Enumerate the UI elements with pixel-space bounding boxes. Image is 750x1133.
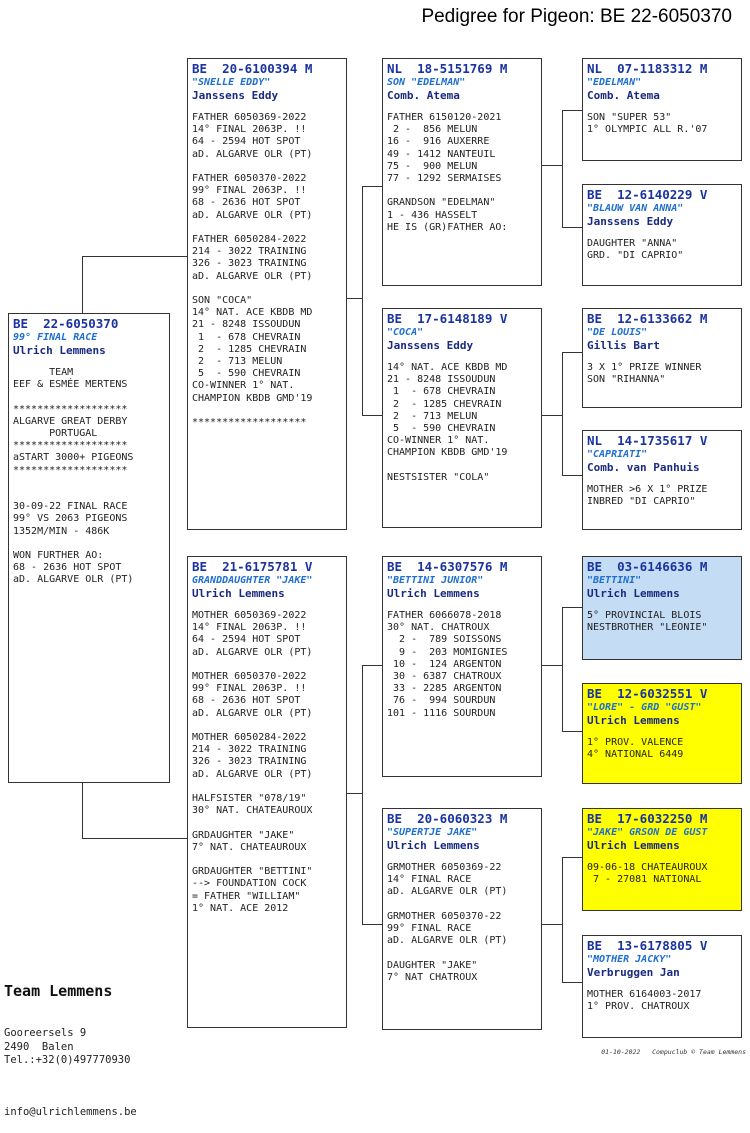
pigeon-notes: 1° PROV. VALENCE 4° NATIONAL 6449	[587, 737, 684, 761]
ring-number: BE 17-6032250 M	[587, 811, 708, 826]
pigeon-name: SON "EDELMAN"	[387, 77, 466, 88]
pigeon-notes: FATHER 6066078-2018 30° NAT. CHATROUX 2 - 789 SOISSONS 9 - 203 MOMIGNIES 10 - 124 ARGENTON 30 - 6387 CHATROUX 33 - 2285 ARGENTON 76 - 994 SOURDUN 101 - 1116 SOURDUN	[387, 610, 508, 719]
pigeon-card-ffm[interactable]	[582, 184, 742, 286]
ring-number: BE 14-6307576 M	[387, 559, 508, 574]
pigeon-notes: FATHER 6150120-2021 2 - 856 MELUN 16 - 916 AUXERRE 49 - 1412 NANTEUIL 75 - 900 MELUN 77 - 1292 SERMAISES GRANDSON "EDELMAN" 1 - 436 HASSELT HE IS (GR)FATHER AO:	[387, 112, 508, 233]
breeder-name: Janssens Eddy	[387, 339, 474, 352]
connector-line	[562, 110, 563, 228]
connector-line	[362, 415, 382, 416]
pigeon-card-subject[interactable]	[8, 313, 170, 783]
ring-number: BE 20-6060323 M	[387, 811, 508, 826]
breeder-name: Ulrich Lemmens	[587, 839, 680, 852]
ring-number: BE 20-6100394 M	[192, 61, 313, 76]
connector-line	[362, 186, 382, 187]
pigeon-name: "LORE" - GRD "GUST"	[587, 702, 702, 713]
connector-line	[562, 475, 582, 476]
connector-line	[562, 607, 582, 608]
pigeon-notes: MOTHER 6050369-2022 14° FINAL 2063P. !! 64 - 2594 HOT SPOT aD. ALGARVE OLR (PT) MOTHER 6050370-2022 99° FINAL 2063P. !! 68 - 2636 HOT SPOT aD. ALGARVE OLR (PT) MOTHER 6050284-2022 214 - 3022 TRAINING 326 - 3023 TRAINING aD. ALGARVE OLR (PT) HALFSISTER "078/19" 30° NAT. CHATEAUROUX GRDAUGHTER "JAKE" 7° NAT. CHATEAUROUX GRDAUGHTER "BETTINI" --> FOUNDATION COCK = FATHER "WILLIAM" 1° NAT. ACE 2012	[192, 610, 313, 914]
ring-number: BE 12-6032551 V	[587, 686, 708, 701]
pigeon-name: "SNELLE EDDY"	[192, 77, 271, 88]
pigeon-notes: 5° PROVINCIAL BLOIS NESTBROTHER "LEONIE"	[587, 610, 708, 634]
pigeon-card-mother[interactable]	[187, 556, 347, 1028]
connector-line	[562, 857, 582, 858]
breeder-name: Ulrich Lemmens	[587, 587, 680, 600]
connector-line	[562, 982, 582, 983]
pigeon-name: "CAPRIATI"	[587, 449, 648, 460]
pigeon-notes: TEAM EEF & ESMÉE MERTENS ******************* ALGARVE GREAT DERBY PORTUGAL ******************* aSTART 3000+ PIGEONS ******************* 30-09-22 FINAL RACE 99° VS 2063 PIGEONS 1352M/MIN - 486K WON FURTHER AO: 68 - 2636 HOT SPOT aD. ALGARVE OLR (PT)	[13, 367, 134, 586]
pigeon-card-mf[interactable]	[382, 556, 542, 777]
pigeon-card-fff[interactable]	[582, 58, 742, 161]
ring-number: NL 18-5151769 M	[387, 61, 508, 76]
pigeon-card-fmm[interactable]	[582, 430, 742, 530]
ring-number: BE 17-6148189 V	[387, 311, 508, 326]
breeder-name: Janssens Eddy	[192, 89, 279, 102]
connector-line	[346, 298, 362, 299]
email-link[interactable]: info@ulrichlemmens.be	[4, 1105, 137, 1118]
connector-line	[562, 731, 582, 732]
address: Gooreersels 9 2490 Balen Tel.:+32(0)497770930	[4, 1027, 131, 1066]
pigeon-notes: GRMOTHER 6050369-22 14° FINAL RACE aD. ALGARVE OLR (PT) GRMOTHER 6050370-22 99° FINAL RACE aD. ALGARVE OLR (PT) DAUGHTER "JAKE" 7° NAT CHATROUX	[387, 862, 508, 983]
breeder-name: Comb. van Panhuis	[587, 461, 700, 474]
connector-line	[562, 607, 563, 732]
pigeon-notes: FATHER 6050369-2022 14° FINAL 2063P. !! 64 - 2594 HOT SPOT aD. ALGARVE OLR (PT) FATHER 6050370-2022 99° FINAL 2063P. !! 68 - 2636 HOT SPOT aD. ALGARVE OLR (PT) FATHER 6050284-2022 214 - 3022 TRAINING 326 - 3023 TRAINING aD. ALGARVE OLR (PT) SON "COCA" 14° NAT. ACE KBDB MD 21 - 8248 ISSOUDUN 1 - 678 CHEVRAIN 2 - 1285 CHEVRAIN 2 - 713 MELUN 5 - 590 CHEVRAIN CO-WINNER 1° NAT. CHAMPION KBDB GMD'19 *******************	[192, 112, 313, 429]
pigeon-notes: 14° NAT. ACE KBDB MD 21 - 8248 ISSOUDUN 1 - 678 CHEVRAIN 2 - 1285 CHEVRAIN 2 - 713 MELUN 5 - 590 CHEVRAIN CO-WINNER 1° NAT. CHAMPION KBDB GMD'19 NESTSISTER "COLA"	[387, 362, 508, 483]
pigeon-name: "JAKE" GRSON DE GUST	[587, 827, 708, 838]
pigeon-name: 99° FINAL RACE	[13, 332, 98, 343]
pigeon-name: "EDELMAN"	[587, 77, 642, 88]
connector-line	[542, 665, 562, 666]
pigeon-notes: MOTHER 6164003-2017 1° PROV. CHATROUX	[587, 989, 702, 1013]
ring-number: BE 21-6175781 V	[192, 559, 313, 574]
pigeon-card-mmm[interactable]	[582, 935, 742, 1038]
credit-line: 01-10-2022 Compuclub © Team Lemmens	[601, 1048, 746, 1056]
pigeon-card-mmf[interactable]	[582, 808, 742, 911]
breeder-name: Ulrich Lemmens	[587, 714, 680, 727]
pigeon-name: "MOTHER JACKY"	[587, 954, 672, 965]
ring-number: BE 12-6133662 M	[587, 311, 708, 326]
ring-number: NL 07-1183312 M	[587, 61, 708, 76]
pigeon-name: "SUPERTJE JAKE"	[387, 827, 478, 838]
breeder-name: Ulrich Lemmens	[192, 587, 285, 600]
pigeon-name: "DE LOUIS"	[587, 327, 648, 338]
connector-line	[346, 793, 362, 794]
connector-line	[542, 415, 562, 416]
connector-line	[82, 783, 83, 839]
ring-number: NL 14-1735617 V	[587, 433, 708, 448]
pigeon-notes: 09-06-18 CHATEAUROUX 7 - 27081 NATIONAL	[587, 862, 708, 886]
contact-block	[4, 955, 137, 1133]
connector-line	[362, 665, 382, 666]
connector-line	[362, 186, 363, 416]
connector-line	[542, 165, 562, 166]
connector-line	[82, 256, 187, 257]
pigeon-name: "BETTINI"	[587, 575, 642, 586]
breeder-name: Janssens Eddy	[587, 215, 674, 228]
breeder-name: Gillis Bart	[587, 339, 660, 352]
connector-line	[362, 665, 363, 925]
pigeon-notes: DAUGHTER "ANNA" GRD. "DI CAPRIO"	[587, 238, 684, 262]
connector-line	[562, 352, 563, 476]
connector-line	[562, 110, 582, 111]
connector-line	[362, 924, 382, 925]
pigeon-name: "COCA"	[387, 327, 424, 338]
pigeon-card-fmf[interactable]	[582, 308, 742, 408]
pigeon-card-ff[interactable]	[382, 58, 542, 286]
pigeon-card-father[interactable]	[187, 58, 347, 530]
pigeon-card-mm[interactable]	[382, 808, 542, 1030]
breeder-name: Comb. Atema	[587, 89, 660, 102]
breeder-name: Ulrich Lemmens	[13, 344, 106, 357]
breeder-name: Ulrich Lemmens	[387, 839, 480, 852]
pigeon-card-fm[interactable]	[382, 308, 542, 528]
pigeon-notes: MOTHER >6 X 1° PRIZE INBRED "DI CAPRIO"	[587, 484, 708, 508]
pigeon-name: GRANDDAUGHTER "JAKE"	[192, 575, 313, 586]
pigeon-notes: SON "SUPER 53" 1° OLYMPIC ALL R.'07	[587, 112, 708, 136]
team-name: Team Lemmens	[4, 982, 113, 1000]
connector-line	[562, 227, 582, 228]
ring-number: BE 13-6178805 V	[587, 938, 708, 953]
ring-number: BE 03-6146636 M	[587, 559, 708, 574]
breeder-name: Verbruggen Jan	[587, 966, 680, 979]
page-title: Pedigree for Pigeon: BE 22-6050370	[421, 6, 732, 27]
connector-line	[82, 838, 187, 839]
connector-line	[562, 352, 582, 353]
connector-line	[82, 256, 83, 314]
pigeon-name: "BLAUW VAN ANNA"	[587, 203, 684, 214]
pigeon-name: "BETTINI JUNIOR"	[387, 575, 484, 586]
breeder-name: Comb. Atema	[387, 89, 460, 102]
pigeon-card-mfm[interactable]	[582, 683, 742, 784]
breeder-name: Ulrich Lemmens	[387, 587, 480, 600]
ring-number: BE 12-6140229 V	[587, 187, 708, 202]
pigeon-notes: 3 X 1° PRIZE WINNER SON "RIHANNA"	[587, 362, 702, 386]
pigeon-card-mff[interactable]	[582, 556, 742, 660]
connector-line	[562, 857, 563, 983]
ring-number: BE 22-6050370	[13, 316, 119, 331]
connector-line	[542, 924, 562, 925]
